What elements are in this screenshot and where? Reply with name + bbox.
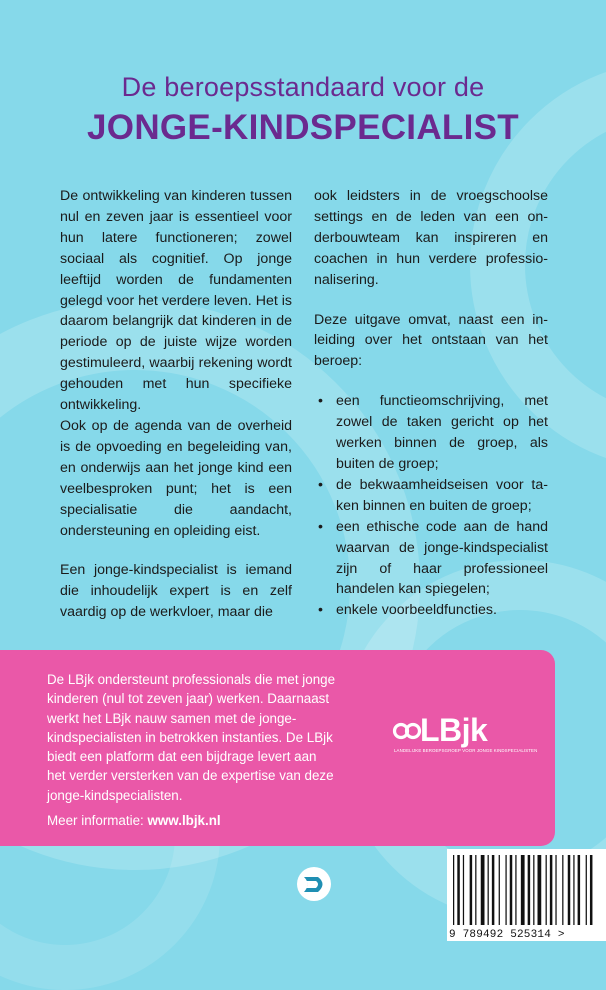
barcode-bar (590, 855, 593, 925)
barcode-bar (573, 855, 574, 925)
lbjk-logo (392, 712, 538, 756)
barcode-bar (515, 855, 516, 925)
paragraph: Een jonge-kindspecialist is iemand die inhoudelijk expert is en zelf vaardig op de werkvloer, maar die (60, 562, 292, 621)
paragraph: De ontwikkeling van kinderen tussen nul en zeven jaar is essentieel voor hun latere functioneren; zowel sociaal als cognitief. Op jonge leeftijd worden de fundamenten gelegd voor het verdere leven. Het is daarom belangrijk dat kinderen in de periode op de juiste wijze worden gestimuleerd, waarbij rekening wordt gehouden met hun specifieke ontwikkeling. (60, 188, 292, 414)
website-link[interactable]: www.lbjk.nl (147, 813, 221, 829)
barcode-bar (488, 855, 489, 925)
barcode-bar (457, 855, 460, 925)
paragraph: ook leidsters in de vroegschoolse settings en de leden van een onderbouwteam kan inspireren en coachen in hun verdere professionalisering. (314, 188, 548, 288)
publisher-logo-icon (296, 866, 332, 902)
lbjk-logo-wordmark: LBjk (420, 712, 488, 748)
barcode-bar (481, 855, 485, 925)
barcode-bar (505, 855, 506, 925)
more-info-label: Meer informatie: (47, 813, 148, 829)
barcode-bar (470, 855, 473, 925)
bullet-icon: • (318, 518, 323, 535)
barcode-bar (586, 855, 587, 925)
barcode-bar (578, 855, 581, 925)
list-item: • de bekwaamheidseisen voor taken binnen en buiten de groep; (318, 476, 548, 514)
list-item: • enkele voorbeeldfuncties. (314, 600, 548, 621)
more-info-line (47, 811, 337, 830)
paragraph: Deze uitgave omvat, naast een inleiding over het ontstaan van het beroep: (314, 311, 548, 370)
barcode (447, 849, 606, 941)
isbn-number: 9 789492 525314 > (449, 929, 565, 941)
barcode-bar (463, 855, 464, 925)
contents-list (314, 391, 548, 621)
barcode-bar (546, 855, 547, 925)
lbjk-logo-subtitle: LANDELIJKE BEROEPSGROEP VOOR JONGE KINDSPECIALISTEN (394, 748, 538, 753)
barcode-bar (492, 855, 495, 925)
lbjk-info-text (47, 670, 337, 830)
barcode-bar (453, 855, 454, 925)
barcode-bar (528, 855, 531, 925)
title-line-2: JONGE-KINDSPECIALIST (87, 108, 519, 147)
bullet-icon: • (318, 476, 323, 493)
barcode-bar (499, 855, 500, 925)
barcode-bar (555, 855, 556, 925)
barcode-bar (568, 855, 571, 925)
bullet-icon: • (318, 602, 323, 619)
barcode-bar (538, 855, 542, 925)
barcode-bar (562, 855, 563, 925)
body-column-right (314, 186, 548, 621)
body-column-left (60, 186, 292, 623)
barcode-bar (510, 855, 513, 925)
list-item: • een ethische code aan de hand waarvan de jonge-kindspecialist zijn of haar professioneel handelen kan spiegelen; (318, 518, 548, 598)
lbjk-logo-icon (392, 715, 422, 747)
barcode-bars (447, 849, 606, 927)
bullet-icon: • (318, 393, 323, 410)
barcode-bar (475, 855, 476, 925)
barcode-bar (533, 855, 534, 925)
barcode-bar (550, 855, 553, 925)
paragraph: Ook op de agenda van de overheid is de opvoeding en begeleiding van, en onderwijs aan het jonge kind een veelbesproken punt; het is een specialisatie die aandacht, ondersteuning en opleiding eist. (60, 417, 292, 539)
lbjk-description: De LBjk ondersteunt professionals die met jonge kinderen (nul tot zeven jaar) werken. Daarnaast werkt het LBjk nauw samen met de jonge-kindspecialisten in betrokken instanties. De LBjk biedt een platform dat een bijdrage levert aan het verder versterken van de expertise van deze jonge-kindspecialisten. (47, 672, 336, 803)
barcode-bar (521, 855, 525, 925)
title-line-1: De beroepsstandaard voor de (121, 72, 485, 102)
list-item: • een functieomschrijving, met zowel de taken gericht op het werken binnen de groep, als buiten de groep; (318, 393, 548, 472)
